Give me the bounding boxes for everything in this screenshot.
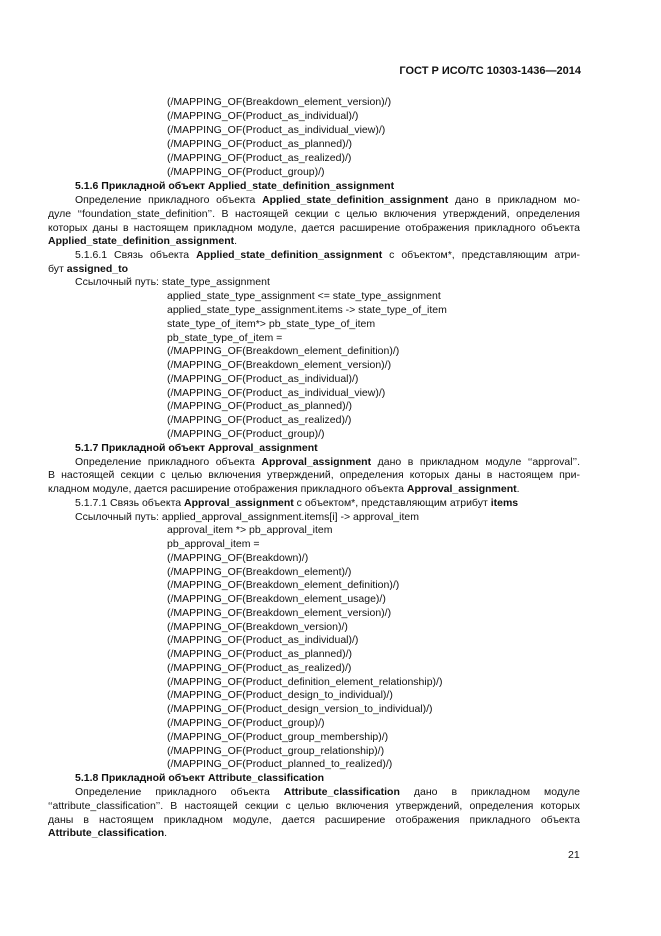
mapping-line: (/MAPPING_OF(Breakdown_element_version)/) (167, 359, 392, 371)
paragraph-line: дуле ‘‘foundation_state_definition’’. В настоящей секции с целью включения утверждений, определения (48, 208, 580, 220)
mapping-line: (/MAPPING_OF(Product_as_realized)/) (167, 414, 352, 426)
mapping-line: (/MAPPING_OF(Product_as_realized)/) (167, 152, 352, 164)
paragraph-line: даны в настоящем прикладном модуле, дается расширение отображения прикладного объекта (48, 814, 580, 826)
mapping-line: (/MAPPING_OF(Product_definition_element_relationship)/) (167, 676, 443, 688)
mapping-line: (/MAPPING_OF(Product_as_individual)/) (167, 373, 359, 385)
mapping-line: (/MAPPING_OF(Product_design_to_individual)/) (167, 689, 393, 701)
paragraph-line: Определение прикладного объекта Attribute_classification дано в прикладном модуле (75, 786, 581, 798)
section-heading-5-1-6: 5.1.6 Прикладной объект Applied_state_definition_assignment (75, 180, 395, 192)
mapping-line: applied_state_type_assignment <= state_type_assignment (167, 290, 441, 302)
mapping-line: state_type_of_item*> pb_state_type_of_item (167, 318, 376, 330)
paragraph-line: которых даны в настоящем прикладном модуле, дается расширение отображения прикладного объекта (48, 222, 580, 234)
paragraph-line: Определение прикладного объекта Approval_assignment дано в прикладном модуле ‘‘approval’’. (75, 456, 580, 468)
paragraph-line: Applied_state_definition_assignment. (48, 235, 238, 247)
subsection-heading-5-1-7-1: 5.1.7.1 Связь объекта Approval_assignment с объектом*, представляющим атрибут items (75, 497, 519, 509)
mapping-line: (/MAPPING_OF(Breakdown_element_version)/) (167, 96, 392, 108)
section-heading-5-1-8: 5.1.8 Прикладной объект Attribute_classification (75, 772, 325, 784)
mapping-line: (/MAPPING_OF(Product_group)/) (167, 428, 325, 440)
mapping-line: (/MAPPING_OF(Product_planned_to_realized)/) (167, 758, 393, 770)
mapping-line: (/MAPPING_OF(Product_group_relationship)/) (167, 745, 385, 757)
mapping-line: (/MAPPING_OF(Product_group)/) (167, 717, 325, 729)
subsection-heading-5-1-6-1: 5.1.6.1 Связь объекта Applied_state_definition_assignment с объектом*, представляющим атри- (75, 249, 580, 261)
paragraph-line: ‘‘attribute_classification’’. В настоящей секции с целью включения утверждений, определения которых (48, 800, 580, 812)
mapping-line: (/MAPPING_OF(Product_as_planned)/) (167, 648, 352, 660)
mapping-line: (/MAPPING_OF(Product_design_version_to_individual)/) (167, 703, 433, 715)
mapping-line: (/MAPPING_OF(Product_as_individual_view)/) (167, 387, 386, 399)
mapping-line: (/MAPPING_OF(Product_as_planned)/) (167, 138, 352, 150)
paragraph-line: бут assigned_to (48, 263, 129, 275)
paragraph-line: В настоящей секции с целью включения утверждений, определения которых даны в настоящем при- (48, 469, 580, 481)
mapping-line: pb_approval_item = (167, 538, 260, 550)
mapping-line: (/MAPPING_OF(Product_as_planned)/) (167, 400, 352, 412)
paragraph-line: Определение прикладного объекта Applied_state_definition_assignment дано в прикладном мо- (75, 194, 581, 206)
mapping-line: (/MAPPING_OF(Breakdown_element_usage)/) (167, 593, 386, 605)
mapping-line: (/MAPPING_OF(Breakdown_element_definition)/) (167, 579, 400, 591)
mapping-line: (/MAPPING_OF(Product_as_individual)/) (167, 634, 359, 646)
mapping-line: (/MAPPING_OF(Product_group)/) (167, 166, 325, 178)
mapping-line: (/MAPPING_OF(Product_as_realized)/) (167, 662, 352, 674)
reference-path-label: Ссылочный путь: applied_approval_assignment.items[i] -> approval_item (75, 511, 419, 523)
mapping-line: (/MAPPING_OF(Breakdown_element)/) (167, 566, 352, 578)
section-heading-5-1-7: 5.1.7 Прикладной объект Approval_assignment (75, 442, 318, 454)
mapping-line: approval_item *> pb_approval_item (167, 524, 333, 536)
mapping-line: (/MAPPING_OF(Breakdown_element_version)/) (167, 607, 392, 619)
mapping-line: pb_state_type_of_item = (167, 332, 283, 344)
page-number: 21 (568, 849, 580, 861)
reference-path-label: Ссылочный путь: state_type_assignment (75, 276, 270, 288)
mapping-line: (/MAPPING_OF(Breakdown_version)/) (167, 621, 348, 633)
mapping-line: (/MAPPING_OF(Breakdown)/) (167, 552, 309, 564)
mapping-line: applied_state_type_assignment.items -> state_type_of_item (167, 304, 447, 316)
paragraph-line: Attribute_classification. (48, 827, 168, 839)
standard-header: ГОСТ Р ИСО/ТС 10303-1436—2014 (399, 65, 581, 77)
paragraph-line: кладном модуле, дается расширение отображения прикладного объекта Approval_assignment. (48, 483, 520, 495)
mapping-line: (/MAPPING_OF(Breakdown_element_definition)/) (167, 345, 400, 357)
mapping-line: (/MAPPING_OF(Product_as_individual_view)/) (167, 124, 386, 136)
mapping-line: (/MAPPING_OF(Product_group_membership)/) (167, 731, 389, 743)
mapping-line: (/MAPPING_OF(Product_as_individual)/) (167, 110, 359, 122)
